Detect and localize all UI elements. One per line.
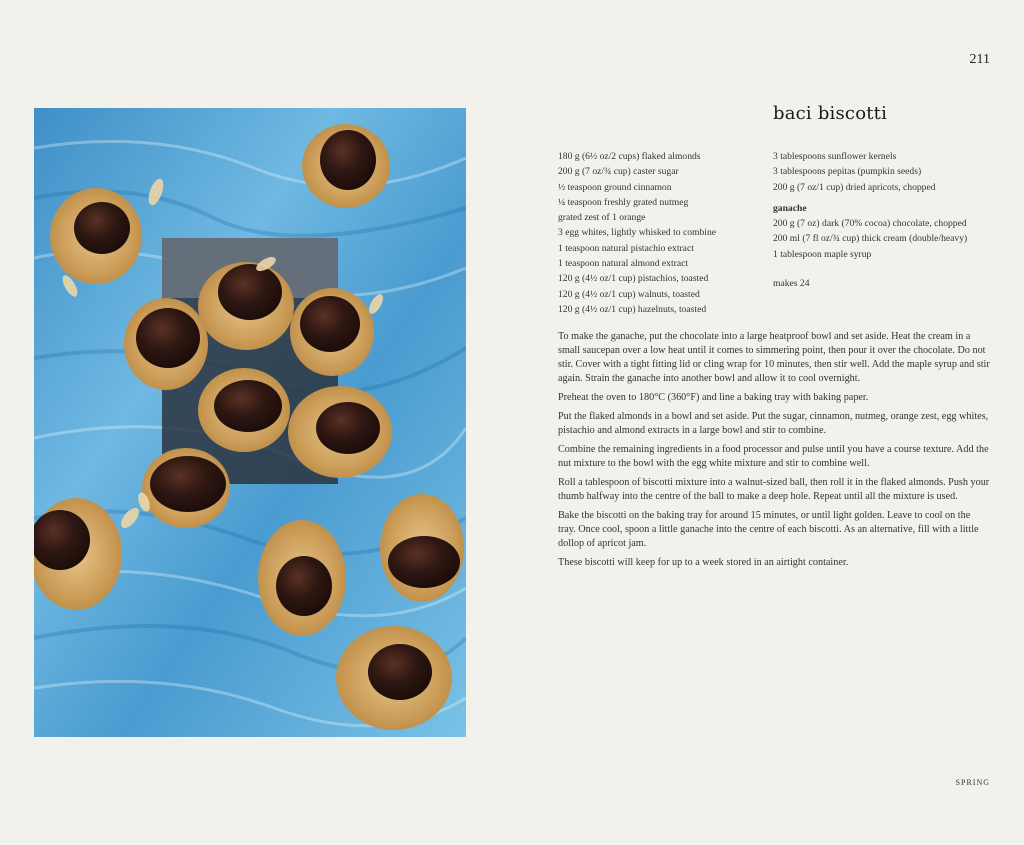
ingredient-item: 180 g (6½ oz/2 cups) flaked almonds — [558, 151, 701, 162]
method-paragraph: Roll a tablespoon of biscotti mixture into a walnut-sized ball, then roll it in the flaked almonds. Push your thumb halfway into the centre of the ball to make a deep hole. Repeat until all the mixture is used. — [558, 477, 990, 502]
method-paragraph: Preheat the oven to 180°C (360°F) and line a baking tray with baking paper. — [558, 392, 869, 403]
ingredient-item: ¼ teaspoon freshly grated nutmeg — [558, 196, 689, 208]
ingredient-item: 1 teaspoon natural pistachio extract — [558, 242, 694, 254]
ingredient-item: 1 teaspoon natural almond extract — [558, 258, 689, 270]
method-paragraph: To make the ganache, put the chocolate into a large heatproof bowl and set aside. Heat the cream in a small saucepan over a low heat until it comes to simmering point, then pour it over the chocolate. Do not stir. Cover with a tight fitting lid or cling wrap for 10 minutes, then stir well. Add the maple syrup and stir again. Strain the ganache into another bowl and allow it to cool overnight. — [558, 331, 990, 384]
ganache-item: 200 g (7 oz) dark (70% cocoa) chocolate, chopped — [773, 218, 967, 230]
biscotti-photo — [34, 108, 466, 737]
ingredient-item: 120 g (4½ oz/1 cup) hazelnuts, toasted — [558, 303, 707, 315]
ganache-heading: ganache — [773, 202, 807, 214]
method-paragraph: Combine the remaining ingredients in a food processor and pulse until you have a course texture. Add the nut mixture to the bowl with the egg white mixture and stir to combine well. — [558, 444, 989, 469]
ingredient-item: 3 tablespoons pepitas (pumpkin seeds) — [773, 166, 922, 178]
ingredient-item: 3 tablespoons sunflower kernels — [773, 151, 897, 162]
ingredients-left — [558, 149, 763, 317]
recipe-title: baci biscotti — [773, 103, 888, 124]
method-paragraph: Bake the biscotti on the baking tray for around 15 minutes, or until light golden. Leave to cool on the tray. Once cool, spoon a little ganache into the centre of each biscotti. As an alternative, fill with a little dollop of apricot jam. — [558, 510, 979, 549]
ganache-item: 200 ml (7 fl oz/¾ cup) thick cream (double/heavy) — [773, 233, 968, 245]
page-number: 211 — [969, 52, 990, 67]
ingredient-item: grated zest of 1 orange — [558, 212, 646, 224]
ingredient-item: 200 g (7 oz/1 cup) dried apricots, chopped — [773, 181, 936, 193]
section-footer: SPRING — [955, 778, 990, 787]
method-paragraph: Put the flaked almonds in a bowl and set aside. Put the sugar, cinnamon, nutmeg, orange zest, egg whites, pistachio and almond extracts in a large bowl and stir to combine. — [558, 411, 989, 436]
ingredient-item: 200 g (7 oz/¾ cup) caster sugar — [558, 166, 679, 178]
method-text — [558, 330, 990, 575]
method-paragraph: These biscotti will keep for up to a week stored in an airtight container. — [558, 557, 849, 568]
ingredient-item: 120 g (4½ oz/1 cup) walnuts, toasted — [558, 288, 700, 300]
ingredient-item: 120 g (4½ oz/1 cup) pistachios, toasted — [558, 273, 709, 285]
yield-text: makes 24 — [773, 278, 810, 290]
ingredient-item: ½ teaspoon ground cinnamon — [558, 181, 672, 193]
ingredient-item: 3 egg whites, lightly whisked to combine — [558, 227, 717, 239]
ganache-item: 1 tablespoon maple syrup — [773, 248, 872, 260]
ingredients-right — [773, 149, 993, 291]
